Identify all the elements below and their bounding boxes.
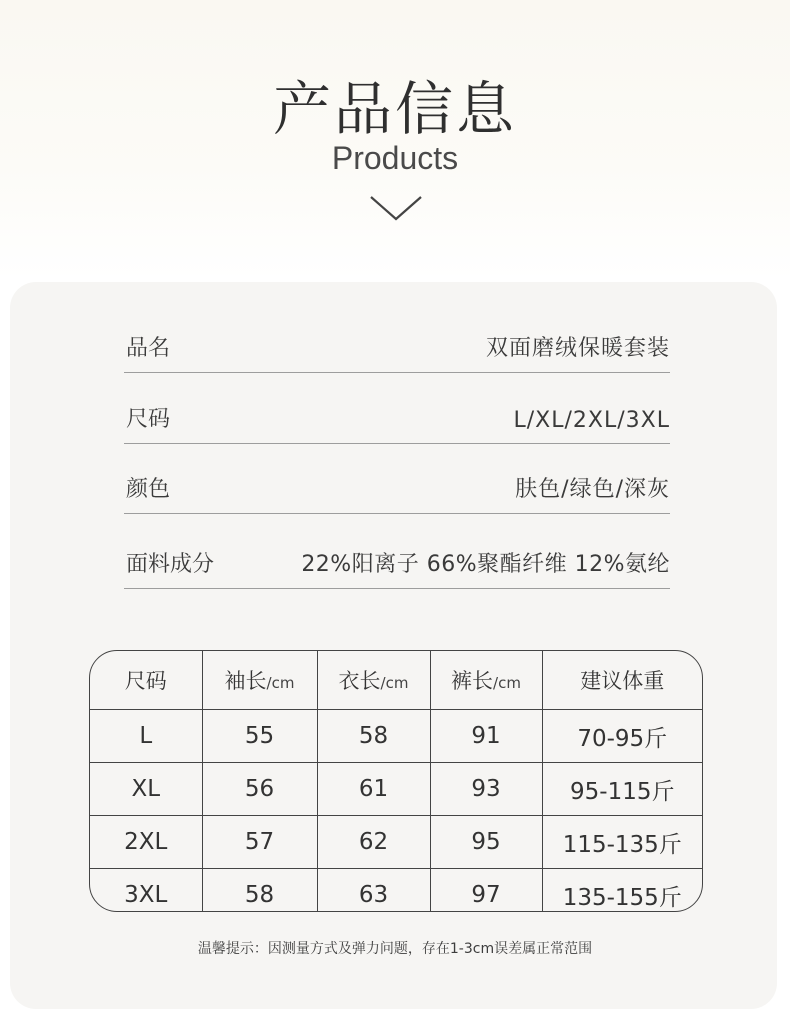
table-row — [90, 816, 702, 869]
info-row-color — [124, 443, 670, 514]
info-row-name — [124, 302, 670, 373]
column-header-weight: 建议体重 — [542, 651, 702, 710]
table-cell: L — [90, 710, 202, 763]
table-cell: 61 — [317, 763, 430, 816]
column-header-size: 尺码 — [90, 651, 202, 710]
info-label: 尺码 — [126, 407, 171, 432]
column-header-pants-length: 裤长/cm — [430, 651, 542, 710]
info-value: 22%阳离子 66%聚酯纤维 12%氨纶 — [301, 552, 670, 577]
page-title: 产品信息 — [272, 75, 517, 143]
page-subtitle: Products — [331, 140, 459, 176]
table-cell: 93 — [430, 763, 542, 816]
table-cell: 95 — [430, 816, 542, 869]
table-cell: 62 — [317, 816, 430, 869]
table-cell: 2XL — [90, 816, 202, 869]
table-row — [90, 710, 702, 763]
info-label: 颜色 — [126, 477, 171, 502]
table-row — [90, 869, 702, 913]
table-cell: 135-155斤 — [562, 884, 682, 911]
table-cell: 97 — [430, 869, 542, 913]
info-value: 双面磨绒保暖套装 — [485, 336, 670, 361]
table-cell: 63 — [317, 869, 430, 913]
table-cell: 95-115斤 — [542, 763, 702, 816]
info-value: L/XL/2XL/3XL — [513, 408, 670, 433]
table-cell: XL — [90, 763, 202, 816]
table-cell: 57 — [202, 816, 317, 869]
table-cell: 56 — [202, 763, 317, 816]
column-header-sleeve: 袖长/cm — [202, 651, 317, 710]
info-label: 面料成分 — [126, 552, 215, 577]
table-cell: 58 — [317, 710, 430, 763]
info-label: 品名 — [126, 336, 171, 361]
measurement-notice: 温馨提示：因测量方式及弹力问题，存在1-3cm误差属正常范围 — [197, 941, 593, 957]
info-row-size — [124, 373, 670, 444]
table-cell: 115-135斤 — [542, 816, 702, 869]
table-cell: 91 — [430, 710, 542, 763]
info-value: 肤色/绿色/深灰 — [515, 477, 670, 502]
info-row-fabric — [124, 518, 670, 589]
table-cell: 70-95斤 — [542, 710, 702, 763]
table-cell: 3XL — [90, 869, 202, 913]
table-cell: 58 — [202, 869, 317, 913]
chevron-down-icon — [369, 193, 423, 223]
table-cell: 55 — [202, 710, 317, 763]
table-row — [90, 763, 702, 816]
size-table — [89, 650, 703, 912]
column-header-top-length: 衣长/cm — [317, 651, 430, 710]
table-header-row — [90, 651, 702, 710]
